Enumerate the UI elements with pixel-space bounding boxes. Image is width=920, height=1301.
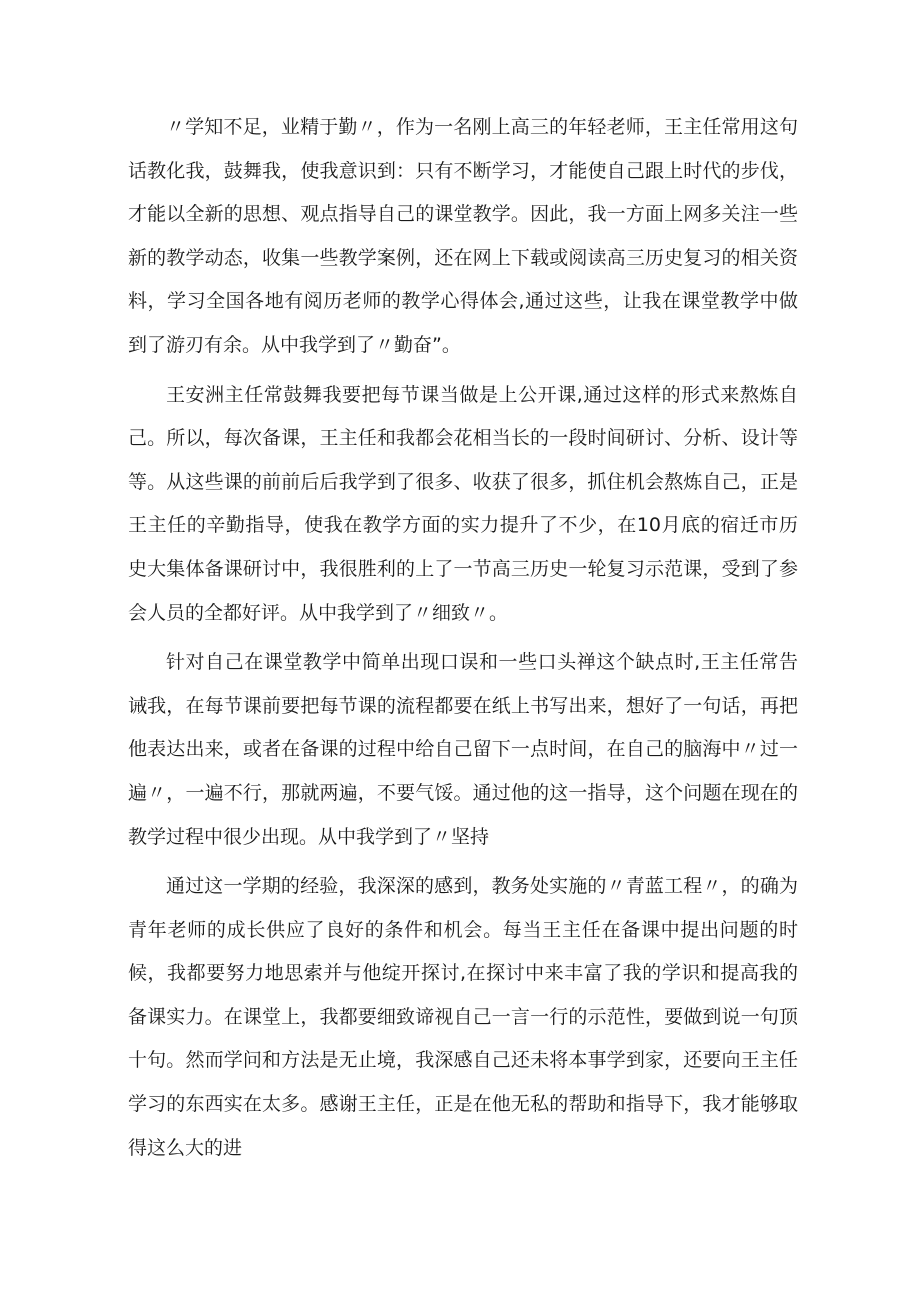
paragraph-2: 王安洲主任常鼓舞我要把每节课当做是上公开课,通过这样的形式来熬炼自己。所以，每次备课，王主任和我都会花相当长的一段时间研讨、分析、设计等等。从这些课的前前后后我学到了很多、收获了很多，抓住机会熬炼自己，正是王主任的辛勤指导，使我在教学方面的实力提升了不少，在10月底的宿迁市历史大集体备课研讨中，我很胜利的上了一节高三历史一轮复习示范课，受到了参会人员的全都好评。从中我学到了〃细致〃。: [128, 383, 798, 624]
paragraph-1: 〃学知不足，业精于勤〃，作为一名刚上高三的年轻老师，王主任常用这句话教化我，鼓舞我，使我意识到：只有不断学习，才能使自己跟上时代的步伐，才能以全新的思想、观点指导自己的课堂教学。因此，我一方面上网多关注一些新的教学动态，收集一些教学案例，还在网上下载或阅读高三历史复习的相关资料，学习全国各地有阅历老师的教学心得体会,通过这些，让我在课堂教学中做到了游刃有余。从中我学到了〃勤奋”。: [128, 116, 798, 356]
paragraph-3: 针对自己在课堂教学中简单出现口误和一些口头禅这个缺点时,王主任常告诫我，在每节课前要把每节课的流程都要在纸上书写出来，想好了一句话，再把他表达出来，或者在备课的过程中给自己留下一点时间，在自己的脑海中〃过一遍〃，一遍不行，那就两遍，不要气馁。通过他的这一指导，这个问题在现在的教学过程中很少出现。从中我学到了〃坚持: [128, 651, 798, 848]
paragraph-4: 通过这一学期的经验，我深深的感到，教务处实施的〃青蓝工程〃，的确为青年老师的成长供应了良好的条件和机会。每当王主任在备课中提出问题的时候，我都要努力地思索并与他绽开探讨,在探讨中来丰富了我的学识和提高我的备课实力。在课堂上，我都要细致谛视自己一言一行的示范性，要做到说一句顶十句。然而学问和方法是无止境，我深感自己还未将本事学到家，还要向王主任学习的东西实在太多。感谢王主任，正是在他无私的帮助和指导下，我才能够取得这么大的进: [128, 875, 798, 1159]
document-body: [128, 106, 798, 1176]
